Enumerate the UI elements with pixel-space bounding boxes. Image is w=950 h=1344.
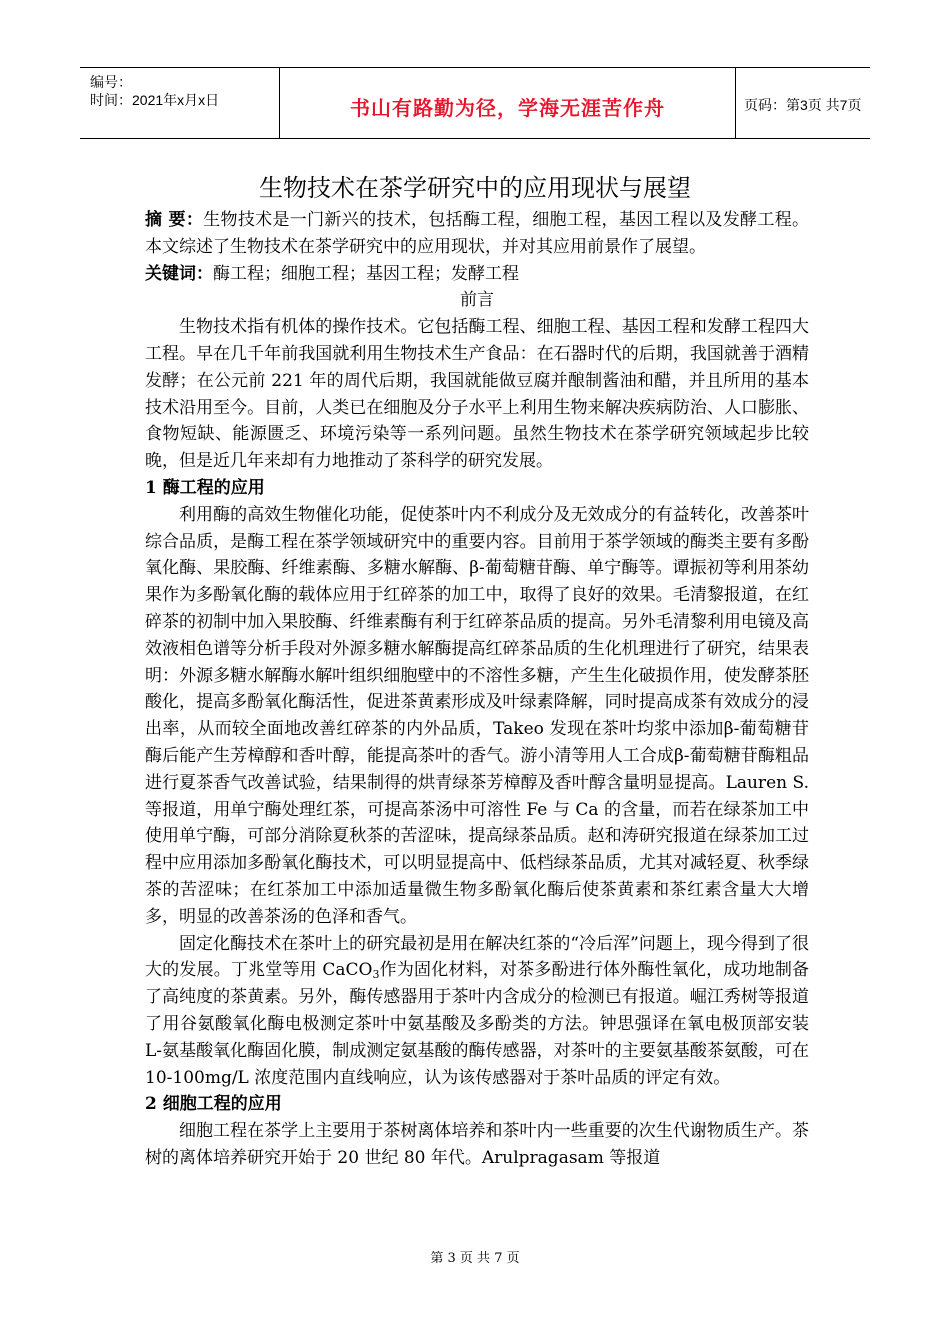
abstract-text: 生物技术是一门新兴的技术，包括酶工程，细胞工程，基因工程以及发酵工程。本文综述了生物技术在茶学研究中的应用现状，并对其应用前景作了展望。 — [145, 210, 810, 257]
keywords-text: 酶工程；细胞工程；基因工程；发酵工程 — [213, 263, 519, 284]
document-title: 生物技术在茶学研究中的应用现状与展望 — [259, 174, 691, 202]
foreword-paragraph: 生物技术指有机体的操作技术。它包括酶工程、细胞工程、基因工程和发酵工程四大工程。早在几千年前我国就利用生物技术生产食品：在石器时代的后期，我国就善于酒精发酵；在公元前 221 年的周代后期，我国就能做豆腐并酿制酱油和醋，并且所用的基本技术沿用至今。目前，人类已在细胞及分子水平上利用生物来解决疾病防治、人口膨胀、食物短缺、能源匮乏、环境污染等一系列问题。虽然生物技术在茶学研究领域起步比较晚，但是近几年来却有力地推动了茶科学的研究发展。 — [145, 317, 809, 472]
caco3-subscript: 3 — [372, 968, 380, 982]
foreword-heading: 前言 — [460, 290, 494, 311]
abstract-label: 摘 要： — [145, 210, 204, 230]
doc-number-label: 编号： — [90, 74, 132, 90]
page-footer: 第 3 页 共 7 页 — [430, 1251, 520, 1266]
header-motto-cell — [279, 68, 736, 138]
section-2-paragraph-1: 细胞工程在茶学上主要用于茶树离体培养和茶叶内一些重要的次生代谢物质生产。茶树的离体培养研究开始于 20 世纪 80 年代。Arulpragasam 等报道 — [145, 1121, 809, 1168]
abstract — [145, 207, 809, 261]
header-page-info: 页码：第3页 共7页 — [744, 97, 862, 113]
header-motto: 书山有路勤为径，学海无涯苦作舟 — [350, 98, 665, 120]
header-left-cell — [80, 68, 278, 138]
keywords — [145, 261, 809, 288]
section-1-paragraph-2-part-a: 固定化酶技术在茶叶上的研究最初是用在解决红茶的“冷后浑”问题上，现今得到了很大的发展。丁兆堂等用 CaCO — [145, 933, 809, 981]
section-2-heading: 2 细胞工程的应用 — [145, 1094, 282, 1115]
page-header — [80, 67, 870, 139]
date-label: 时间：2021年x月x日 — [90, 92, 220, 108]
header-right-cell — [736, 68, 870, 138]
keywords-label: 关键词： — [145, 263, 213, 284]
section-1-paragraph-2-part-b: 作为固化材料，对茶多酚进行体外酶性氧化，成功地制备了高纯度的茶黄素。另外，酶传感器用于茶叶内含成分的检测已有报道。崛江秀树等报道了用谷氨酸氧化酶电极测定茶叶中氨基酸及多酚类的方法。钟思强译在氧电极顶部安装 L-氨基酸氧化酶固化膜，制成测定氨基酸的酶传感器，对茶叶的主要氨基酸茶氨酸，可在 10-100mg/L 浓度范围内直线响应，认为该传感器对于茶叶品质的评定有效。 — [145, 960, 809, 1088]
section-1-paragraph-1: 利用酶的高效生物催化功能，促使茶叶内不利成分及无效成分的有益转化，改善茶叶综合品质，是酶工程在茶学领域研究中的重要内容。目前用于茶学领域的酶类主要有多酚氧化酶、果胶酶、纤维素酶、多糖水解酶、β-葡萄糖苷酶、单宁酶等。谭振初等利用茶幼果作为多酚氧化酶的载体应用于红碎茶的加工中，取得了良好的效果。毛清黎报道，在红碎茶的初制中加入果胶酶、纤维素酶有利于红碎茶品质的提高。另外毛清黎利用电镜及高效液相色谱等分析手段对外源多糖水解酶提高红碎茶品质的生化机理进行了研究，结果表明：外源多糖水解酶水解叶组织细胞壁中的不溶性多糖，产生生化破损作用，使发酵茶胚酸化，提高多酚氧化酶活性，促进茶黄素形成及叶绿素降解，同时提高成茶有效成分的浸出率，从而较全面地改善红碎茶的内外品质，Takeo 发现在茶叶均浆中添加β-葡萄糖苷酶后能产生芳樟醇和香叶醇，能提高茶叶的香气。游小清等用人工合成β-葡萄糖苷酶粗品进行夏茶香气改善试验，结果制得的烘青绿茶芳樟醇及香叶醇含量明显提高。Lauren S.等报道，用单宁酶处理红茶，可提高茶汤中可溶性 Fe 与 Ca 的含量，而若在绿茶加工中使用单宁酶，可部分消除夏秋茶的苦涩味，提高绿茶品质。赵和涛研究报道在绿茶加工过程中应用添加多酚氧化酶技术，可以明显提高中、低档绿茶品质，尤其对减轻夏、秋季绿茶的苦涩味；在红茶加工中添加适量微生物多酚氧化酶后使茶黄素和茶红素含量大大增多，明显的改善茶汤的色泽和香气。 — [145, 504, 809, 927]
section-1-paragraph-2 — [145, 931, 809, 1092]
document-body — [145, 207, 809, 1172]
section-1-heading: 1 酶工程的应用 — [145, 477, 265, 498]
